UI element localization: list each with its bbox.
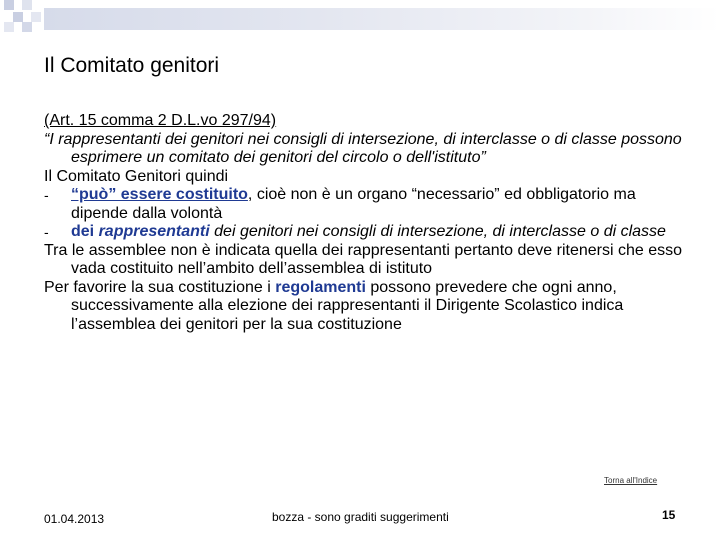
deco-square xyxy=(13,12,23,22)
bullet-1-emphasis: “può” essere costituito xyxy=(71,186,248,203)
bullet-item-1 xyxy=(44,186,684,223)
deco-square xyxy=(31,12,41,22)
bullet-2-text: dei genitori nei consigli di intersezione, di interclasse o di classe xyxy=(209,223,666,240)
footer-note: bozza - sono graditi suggerimenti xyxy=(272,510,449,524)
deco-square xyxy=(22,22,32,32)
regolamenti-pre: Per favorire la sua costituzione i xyxy=(44,278,276,296)
slide-body xyxy=(44,112,684,334)
quote-paragraph: “I rappresentanti dei genitori nei consigli di intersezione, di interclasse o di classe possono esprimere un comitato dei genitori del circolo o dell'istituto” xyxy=(44,130,682,166)
bullet-2-emphasis-a: dei xyxy=(71,223,99,240)
header-bar xyxy=(44,8,720,30)
deco-square xyxy=(4,0,14,10)
footer-date: 01.04.2013 xyxy=(44,512,105,526)
assemblee-paragraph: Tra le assemblee non è indicata quella dei rappresentanti pertanto deve ritenersi che esso vada costituito nell’ambito dell’assemblea di istituto xyxy=(44,241,683,277)
bullet-1-text: , cioè non è un organo “necessario” ed obbligatorio ma dipende dalla volontà xyxy=(71,186,636,222)
back-to-index-link[interactable]: Torna all'Indice xyxy=(604,476,658,485)
intro-paragraph: Il Comitato Genitori quindi xyxy=(44,167,229,185)
bullet-dash: - xyxy=(44,187,49,203)
deco-square xyxy=(4,22,14,32)
regolamenti-post: possono prevedere che ogni anno, successivamente alla elezione dei rappresentanti il Dirigente Scolastico indica l’assemblea dei genitori per la sua costituzione xyxy=(71,278,624,333)
legal-reference xyxy=(44,112,684,131)
bullet-item-2 xyxy=(44,223,684,242)
bullet-2-emphasis-b: rappresentanti xyxy=(98,223,210,240)
regolamenti-emphasis: regolamenti xyxy=(275,278,366,296)
page-number: 15 xyxy=(662,508,676,522)
legal-reference-link[interactable]: (Art. 15 comma 2 D.L.vo 297/94) xyxy=(44,112,277,129)
bullet-dash: - xyxy=(44,224,49,240)
slide-title: Il Comitato genitori xyxy=(44,54,220,77)
deco-square xyxy=(22,0,32,10)
regolamenti-paragraph xyxy=(44,279,684,335)
